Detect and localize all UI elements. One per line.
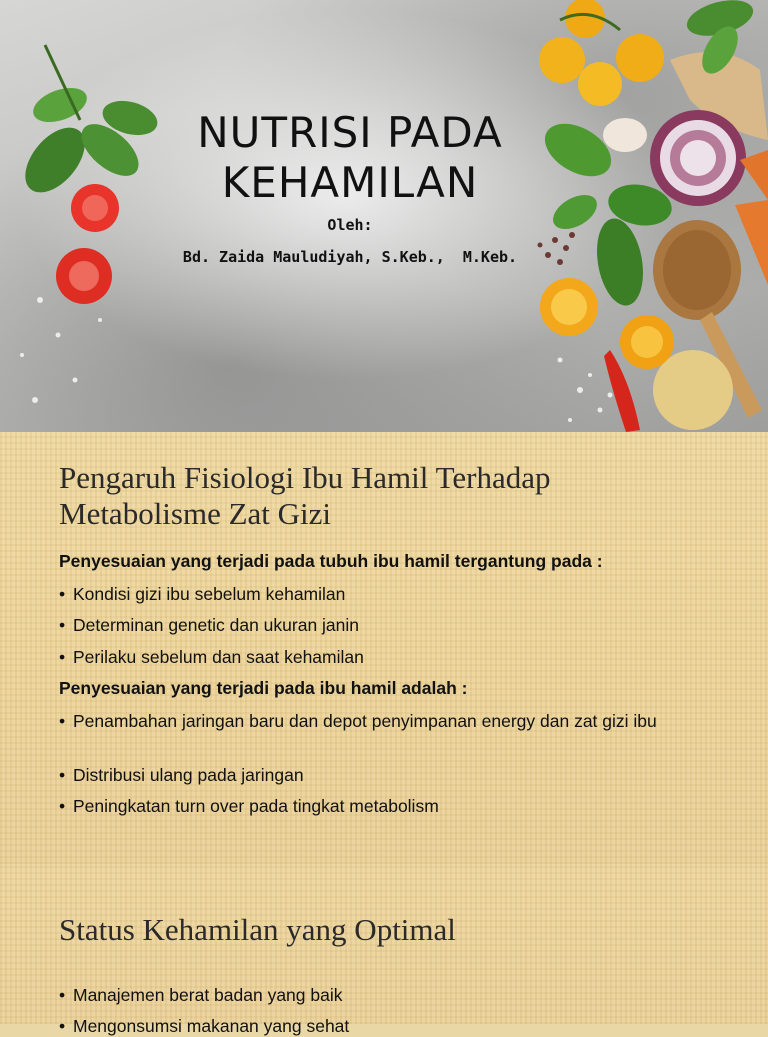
slide-physiology	[0, 432, 768, 864]
list-item-text: Determinan genetic dan ukuran janin	[73, 615, 360, 635]
list-item	[59, 1015, 719, 1037]
title-line-2: KEHAMILAN	[221, 158, 479, 207]
list-item	[59, 646, 719, 668]
title-slide	[0, 0, 768, 432]
list-item-text: Distribusi ulang pada jaringan	[73, 765, 304, 785]
section-heading: Penyesuaian yang terjadi pada ibu hamil adalah :	[59, 678, 468, 698]
bullet-icon: •	[59, 615, 66, 635]
list-item-text: Penambahan jaringan baru dan depot penyimpanan energy dan zat gizi ibu	[73, 711, 657, 731]
author-name: Bd. Zaida Mauludiyah, S.Keb., M.Keb.	[182, 248, 518, 266]
list-item	[59, 764, 719, 786]
bullet-icon: •	[59, 584, 66, 604]
bullet-icon: •	[59, 1016, 66, 1036]
list-item	[59, 583, 719, 605]
slide-title: Status Kehamilan yang Optimal	[59, 912, 456, 947]
list-item	[59, 614, 719, 636]
list-item-text: Manajemen berat badan yang baik	[73, 985, 343, 1005]
presentation-title	[140, 108, 560, 208]
list-item-text: Perilaku sebelum dan saat kehamilan	[73, 647, 364, 667]
bullet-icon: •	[59, 796, 66, 816]
list-item-text: Peningkatan turn over pada tingkat metabolism	[73, 796, 439, 816]
bullet-icon: •	[59, 985, 66, 1005]
list-item	[59, 710, 719, 732]
list-item	[59, 984, 719, 1006]
list-item-text: Mengonsumsi makanan yang sehat	[73, 1016, 350, 1036]
title-line-1: NUTRISI PADA	[197, 108, 503, 157]
section-heading: Penyesuaian yang terjadi pada tubuh ibu hamil tergantung pada :	[59, 551, 603, 571]
bullet-icon: •	[59, 647, 66, 667]
list-item-text: Kondisi gizi ibu sebelum kehamilan	[73, 584, 346, 604]
bullet-icon: •	[59, 711, 66, 731]
by-label: Oleh:	[327, 216, 373, 234]
slide-optimal-status	[0, 864, 768, 1036]
bullet-icon: •	[59, 765, 66, 785]
slide-title: Pengaruh Fisiologi Ibu Hamil Terhadap Metabolisme Zat Gizi	[59, 460, 551, 531]
list-item	[59, 795, 719, 817]
